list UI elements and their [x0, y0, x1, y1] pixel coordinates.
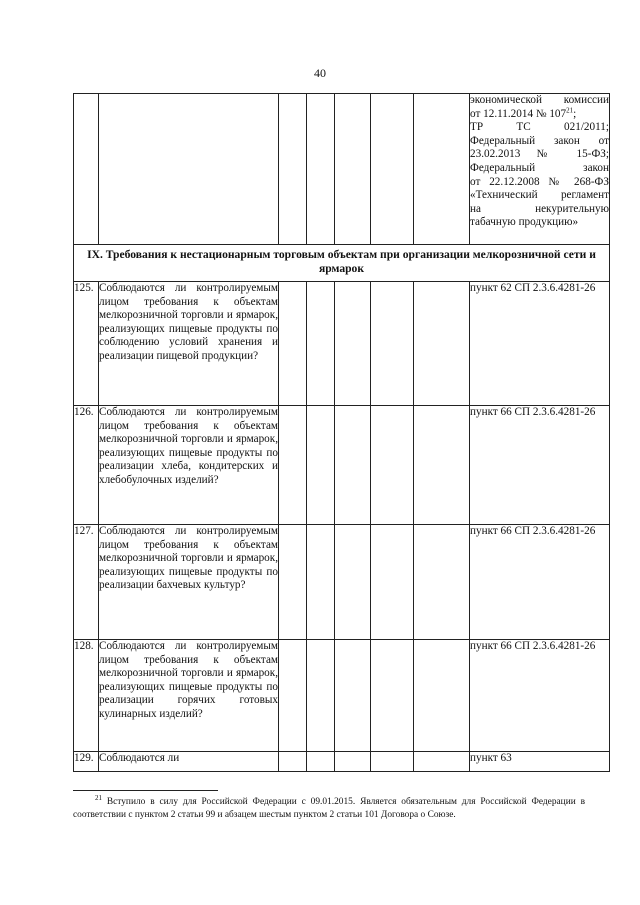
- answer-yes-cell: [279, 525, 307, 640]
- footnote-divider: [73, 790, 218, 791]
- note-cell: [414, 640, 470, 752]
- table-row: [74, 525, 610, 640]
- reference-line: от 12.11.2014 № $107^{21}$;: [470, 105, 577, 120]
- question-text: Соблюдаются ли: [99, 752, 279, 772]
- reference-text: пункт 63: [470, 752, 610, 772]
- table-row: [74, 406, 610, 525]
- page-number: 40: [314, 66, 326, 80]
- reference-line: табачную продукцию»: [470, 216, 579, 229]
- answer-yes-cell: [279, 406, 307, 525]
- reference-line: ТР ТС 021/2011;: [470, 121, 609, 134]
- answer-extra-cell: [371, 282, 414, 406]
- question-text: Соблюдаются ли контролируемым лицом требования к объектам мелкорозничной торговли и ярмарок, реализующих пищевые продукты по реализации хлеба, кондитерских и хлебобулочных изделий?: [99, 406, 279, 525]
- question-text: Соблюдаются ли контролируемым лицом требования к объектам мелкорозничной торговли и ярмарок, реализующих пищевые продукты по реализации бахчевых культур?: [99, 525, 279, 640]
- answer-extra-cell: [371, 640, 414, 752]
- footnote-text: Вступило в силу для Российской Федерации с 09.01.2015. Является обязательным для Российской Федерации в соответствии с пунктом 2 статьи 99 и абзацем шестым пунктом 2 статьи 101 Договора о Союзе.: [73, 797, 586, 820]
- row-number: 128.: [74, 640, 99, 752]
- table-row: [74, 640, 610, 752]
- answer-extra-cell: [371, 525, 414, 640]
- answer-extra-cell: [371, 406, 414, 525]
- checklist-table: [73, 93, 610, 772]
- footnote: [73, 793, 586, 822]
- reference-line: 23.02.2013 № 15-ФЗ;: [470, 148, 609, 161]
- reference-line: экономической комиссии: [470, 94, 609, 106]
- answer-na-cell: [335, 94, 371, 245]
- section-title: IX. Требования к нестационарным торговым объектам при организации мелкорозничной сети и ярмарок: [74, 245, 610, 282]
- reference-line: «Технический регламент: [470, 189, 609, 202]
- answer-yes-cell: [279, 752, 307, 772]
- row-number-cell: [74, 94, 99, 245]
- reference-line: от 22.12.2008 № 268-ФЗ: [470, 175, 609, 188]
- question-text: Соблюдаются ли контролируемым лицом требования к объектам мелкорозничной торговли и ярмарок, реализующих пищевые продукты по соблюдению условий хранения и реализации пищевой продукции?: [99, 282, 279, 406]
- note-cell: [414, 94, 470, 245]
- note-cell: [414, 525, 470, 640]
- reference-text: пункт 66 СП 2.3.6.4281-26: [470, 406, 610, 525]
- answer-na-cell: [335, 752, 371, 772]
- answer-yes-cell: [279, 282, 307, 406]
- answer-na-cell: [335, 282, 371, 406]
- answer-extra-cell: [371, 94, 414, 245]
- answer-no-cell: [307, 752, 335, 772]
- note-cell: [414, 282, 470, 406]
- answer-yes-cell: [279, 640, 307, 752]
- answer-na-cell: [335, 406, 371, 525]
- table-row: [74, 282, 610, 406]
- answer-no-cell: [307, 282, 335, 406]
- answer-no-cell: [307, 640, 335, 752]
- footnote-mark: 21: [95, 793, 102, 802]
- reference-text: пункт 66 СП 2.3.6.4281-26: [470, 525, 610, 640]
- row-number: 125.: [74, 282, 99, 406]
- answer-yes-cell: [279, 94, 307, 245]
- reference-line: Федеральный закон: [470, 161, 609, 174]
- continuation-row: [74, 94, 610, 245]
- answer-na-cell: [335, 640, 371, 752]
- row-number: 129.: [74, 752, 99, 772]
- section-header-row: [74, 245, 610, 282]
- note-cell: [414, 406, 470, 525]
- row-number: 127.: [74, 525, 99, 640]
- table-row: [74, 752, 610, 772]
- question-text: Соблюдаются ли контролируемым лицом требования к объектам мелкорозничной торговли и ярмарок, реализующих пищевые продукты по реализации горячих готовых кулинарных изделий?: [99, 640, 279, 752]
- question-cell: [99, 94, 279, 245]
- footnote-mark: 21: [566, 105, 574, 114]
- row-number: 126.: [74, 406, 99, 525]
- answer-no-cell: [307, 94, 335, 245]
- answer-extra-cell: [371, 752, 414, 772]
- answer-no-cell: [307, 525, 335, 640]
- note-cell: [414, 752, 470, 772]
- answer-no-cell: [307, 406, 335, 525]
- reference-text: пункт 62 СП 2.3.6.4281-26: [470, 282, 610, 406]
- answer-na-cell: [335, 525, 371, 640]
- reference-line: на некурительную: [470, 202, 609, 215]
- reference-text: пункт 66 СП 2.3.6.4281-26: [470, 640, 610, 752]
- reference-cell: [470, 94, 610, 245]
- reference-line: Федеральный закон от: [470, 134, 609, 147]
